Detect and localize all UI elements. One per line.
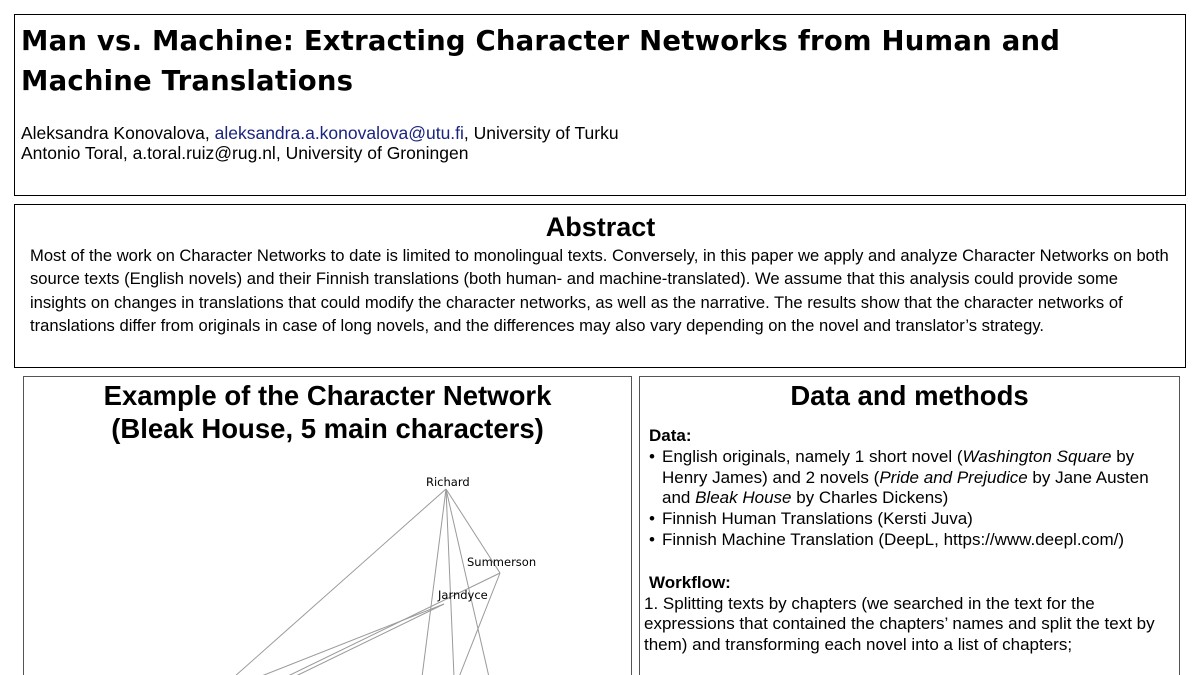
- author-2-email: a.toral.ruiz@rug.nl: [132, 143, 276, 163]
- network-heading-line-2: (Bleak House, 5 main characters): [111, 413, 544, 444]
- workflow-label: Workflow:: [649, 572, 731, 592]
- data-item-originals: • English originals, namely 1 short novel (Washington Square by Henry James) and 2 novels (Pride and Prejudice by Jane Austen and Bleak House by Charles Dickens): [649, 447, 1173, 509]
- data-label: Data:: [649, 426, 692, 445]
- edge: [259, 604, 444, 675]
- author-1-email-link[interactable]: aleksandra.a.konovalova@utu.fi: [214, 123, 464, 143]
- author-1-name: Aleksandra Konovalova: [21, 123, 205, 143]
- edge: [422, 489, 446, 675]
- edge: [234, 489, 446, 675]
- author-2: Antonio Toral, a.toral.ruiz@rug.nl, University of Groningen: [21, 143, 469, 163]
- author-2-affiliation: University of Groningen: [285, 143, 469, 163]
- data-methods-panel: [639, 376, 1180, 675]
- abstract-heading: Abstract: [545, 212, 656, 242]
- data-methods-body: [640, 412, 1179, 656]
- abstract-section: [14, 204, 1186, 368]
- data-item-human-translations: • Finnish Human Translations (Kersti Juva): [649, 509, 1173, 530]
- character-network-panel: [23, 376, 632, 675]
- author-list: [21, 123, 1179, 163]
- data-methods-heading: Data and methods: [790, 380, 1029, 411]
- node-label-summerson: Summerson: [467, 555, 537, 569]
- node-label-jarndyce: Jarndyce: [438, 588, 488, 602]
- author-1: Aleksandra Konovalova, aleksandra.a.konovalova@utu.fi, University of Turku: [21, 123, 619, 143]
- edge: [294, 604, 444, 675]
- abstract-text: Most of the work on Character Networks to date is limited to monolingual texts. Conversely, in this paper we apply and analyze Character Networks on both source texts (English novels) and their Finnish translations (both human- and machine-translated). We assume that this analysis could provide some insights on changes in translations that could modify the character networks, as well as the narrative. The results show that the character networks of translations differ from originals in case of long novels, and the differences may also vary depending on the novel and translator’s strategy.: [30, 246, 1169, 335]
- workflow-step-1: 1. Splitting texts by chapters (we searched in the text for the expressions that contained the chapters’ names and split the text by them) and transforming each novel into a list of chapters;: [644, 593, 1155, 655]
- data-item-machine-translation: • Finnish Machine Translation (DeepL, https://www.deepl.com/): [649, 530, 1173, 551]
- node-label-richard: Richard: [426, 475, 470, 489]
- author-2-name: Antonio Toral: [21, 143, 123, 163]
- network-graph: [24, 377, 631, 675]
- author-1-affiliation: University of Turku: [473, 123, 619, 143]
- title-box: [14, 14, 1186, 196]
- network-heading-line-1: Example of the Character Network: [103, 380, 552, 411]
- data-list: [644, 447, 1173, 551]
- paper-title: Man vs. Machine: Extracting Character Networks from Human and Machine Translations: [21, 25, 1061, 97]
